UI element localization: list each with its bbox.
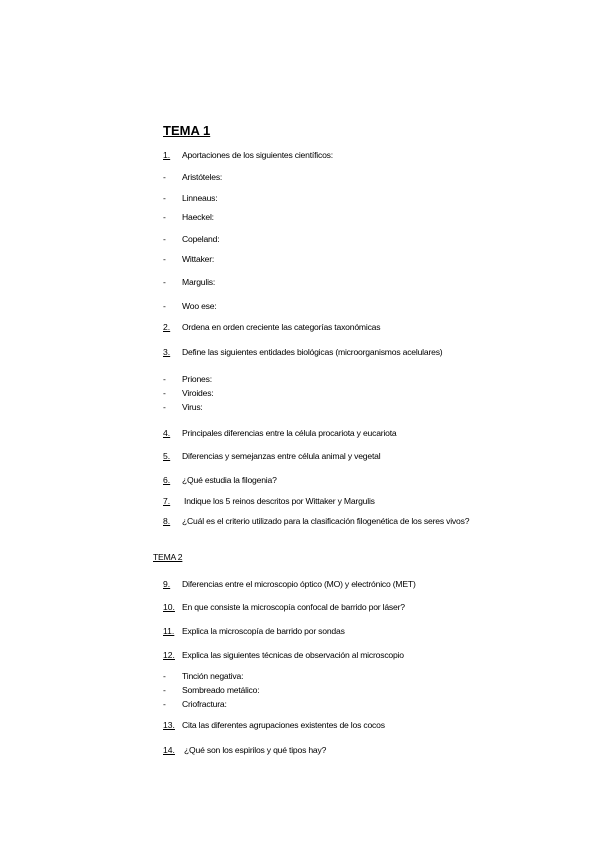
question-14-number: 14. bbox=[163, 745, 175, 755]
question-7-number: 7. bbox=[163, 496, 171, 506]
question-9-number: 9. bbox=[163, 579, 171, 589]
list-bullet: - bbox=[163, 234, 166, 244]
list-bullet: - bbox=[163, 277, 166, 287]
question-6-text: ¿Qué estudia la filogenia? bbox=[182, 475, 277, 485]
list-bullet: - bbox=[163, 699, 166, 709]
question-3-text: Define las siguientes entidades biológicas (microorganismos acelulares) bbox=[182, 347, 443, 357]
list-bullet: - bbox=[163, 671, 166, 681]
question-8-text: ¿Cuál es el criterio utilizado para la clasificación filogenética de los seres vivos? bbox=[182, 516, 470, 526]
list-item: Woo ese: bbox=[182, 301, 217, 311]
list-item: Copeland: bbox=[182, 234, 220, 244]
list-item: Margulis: bbox=[182, 277, 216, 287]
question-10-text: En que consiste la microscopía confocal de barrido por láser? bbox=[182, 602, 405, 612]
question-2-text: Ordena en orden creciente las categorías taxonómicas bbox=[182, 322, 381, 332]
list-item: Priones: bbox=[182, 374, 212, 384]
list-bullet: - bbox=[163, 402, 166, 412]
question-5-number: 5. bbox=[163, 451, 171, 461]
question-9-text: Diferencias entre el microscopio óptico (MO) y electrónico (MET) bbox=[182, 579, 416, 589]
list-item: Linneaus: bbox=[182, 193, 218, 203]
question-3-number: 3. bbox=[163, 347, 171, 357]
list-item: Sombreado metálico: bbox=[182, 685, 260, 695]
question-10-number: 10. bbox=[163, 602, 175, 612]
question-14-text: ¿Qué son los espirilos y qué tipos hay? bbox=[184, 745, 327, 755]
list-bullet: - bbox=[163, 374, 166, 384]
question-11-number: 11. bbox=[163, 626, 175, 636]
question-13-text: Cita las diferentes agrupaciones existentes de los cocos bbox=[182, 720, 385, 730]
question-7-text: Indique los 5 reinos descritos por Wittaker y Margulis bbox=[184, 496, 375, 506]
question-12-number: 12. bbox=[163, 650, 175, 660]
list-bullet: - bbox=[163, 212, 166, 222]
question-11-text: Explica la microscopía de barrido por sondas bbox=[182, 626, 345, 636]
list-item: Haeckel: bbox=[182, 212, 214, 222]
question-6-number: 6. bbox=[163, 475, 171, 485]
question-4-text: Principales diferencias entre la célula procariota y eucariota bbox=[182, 428, 397, 438]
list-item: Aristóteles: bbox=[182, 172, 223, 182]
list-bullet: - bbox=[163, 388, 166, 398]
list-item: Virus: bbox=[182, 402, 203, 412]
question-2-number: 2. bbox=[163, 322, 171, 332]
question-1-number: 1. bbox=[163, 150, 171, 160]
tema1-title: TEMA 1 bbox=[163, 123, 211, 138]
list-item: Wittaker: bbox=[182, 254, 215, 264]
question-13-number: 13. bbox=[163, 720, 175, 730]
list-bullet: - bbox=[163, 254, 166, 264]
question-4-number: 4. bbox=[163, 428, 171, 438]
tema2-title: TEMA 2 bbox=[153, 552, 183, 562]
list-item: Criofractura: bbox=[182, 699, 227, 709]
list-bullet: - bbox=[163, 301, 166, 311]
list-item: Tinción negativa: bbox=[182, 671, 244, 681]
list-bullet: - bbox=[163, 172, 166, 182]
list-item: Viroides: bbox=[182, 388, 214, 398]
question-5-text: Diferencias y semejanzas entre célula animal y vegetal bbox=[182, 451, 381, 461]
question-12-text: Explica las siguientes técnicas de observación al microscopio bbox=[182, 650, 404, 660]
list-bullet: - bbox=[163, 685, 166, 695]
question-1-text: Aportaciones de los siguientes científicos: bbox=[182, 150, 333, 160]
list-bullet: - bbox=[163, 193, 166, 203]
question-8-number: 8. bbox=[163, 516, 171, 526]
